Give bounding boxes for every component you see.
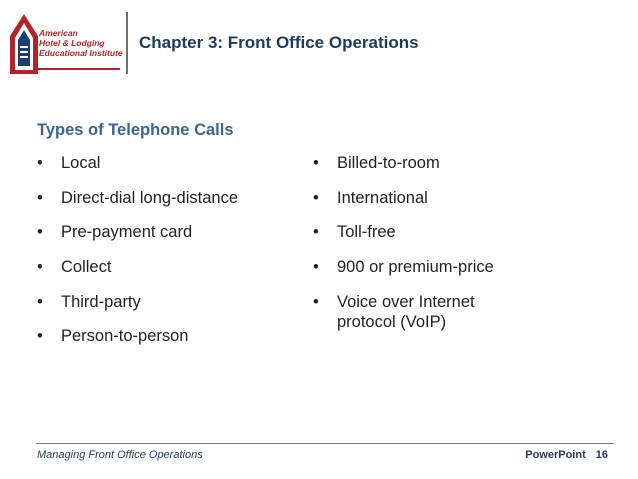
bullet-icon: •	[37, 223, 43, 242]
footer-product: PowerPoint	[525, 449, 586, 461]
footer-slide-info	[525, 449, 608, 461]
bullet-icon: •	[37, 292, 43, 311]
list-item	[37, 326, 297, 346]
bullet-icon: •	[37, 154, 43, 172]
bullet-icon: •	[313, 188, 319, 207]
bullet-icon: •	[313, 292, 319, 311]
list-item-text: Collect	[61, 258, 112, 277]
list-item	[313, 188, 583, 208]
footer-course-title: Managing Front Office Operations	[37, 449, 203, 461]
bullet-icon: •	[37, 188, 43, 207]
list-item	[37, 188, 297, 208]
list-item	[37, 292, 297, 312]
logo-line-1: American	[39, 28, 78, 38]
bullet-icon: •	[313, 154, 319, 172]
list-item	[37, 222, 297, 242]
list-item	[313, 153, 583, 173]
list-item	[37, 153, 297, 173]
list-item-text: Billed-to-room	[337, 154, 440, 172]
bullet-icon: •	[313, 223, 319, 242]
list-item-text: Third-party	[61, 292, 141, 311]
logo-line-3: Educational Institute	[39, 48, 123, 58]
list-item	[37, 257, 297, 277]
list-item-text: 900 or premium-price	[337, 258, 494, 277]
bullet-icon: •	[37, 258, 43, 277]
ahlei-logo	[8, 10, 122, 76]
footer-divider	[36, 443, 614, 444]
list-item	[313, 257, 583, 277]
list-item-text: Local	[61, 154, 101, 172]
logo-text	[39, 28, 123, 58]
right-bullet-list	[313, 153, 583, 346]
list-item-text: Person-to-person	[61, 327, 189, 346]
list-item-text: Pre-payment card	[61, 223, 193, 242]
list-item	[313, 222, 583, 242]
list-item-text: Toll-free	[337, 223, 396, 242]
section-title: Types of Telephone Calls	[37, 121, 234, 139]
chapter-title: Chapter 3: Front Office Operations	[139, 33, 419, 52]
logo-line-2: Hotel & Lodging	[39, 38, 105, 48]
left-bullet-list	[37, 153, 297, 361]
list-item-text: Voice over Internet protocol (VoIP)	[337, 292, 475, 331]
page-number: 16	[595, 449, 608, 461]
list-item-text: Direct-dial long-distance	[61, 188, 238, 207]
list-item	[313, 292, 537, 332]
header-divider	[126, 12, 128, 74]
list-item-text: International	[337, 188, 428, 207]
bullet-icon: •	[37, 327, 43, 346]
bullet-icon: •	[313, 258, 319, 277]
